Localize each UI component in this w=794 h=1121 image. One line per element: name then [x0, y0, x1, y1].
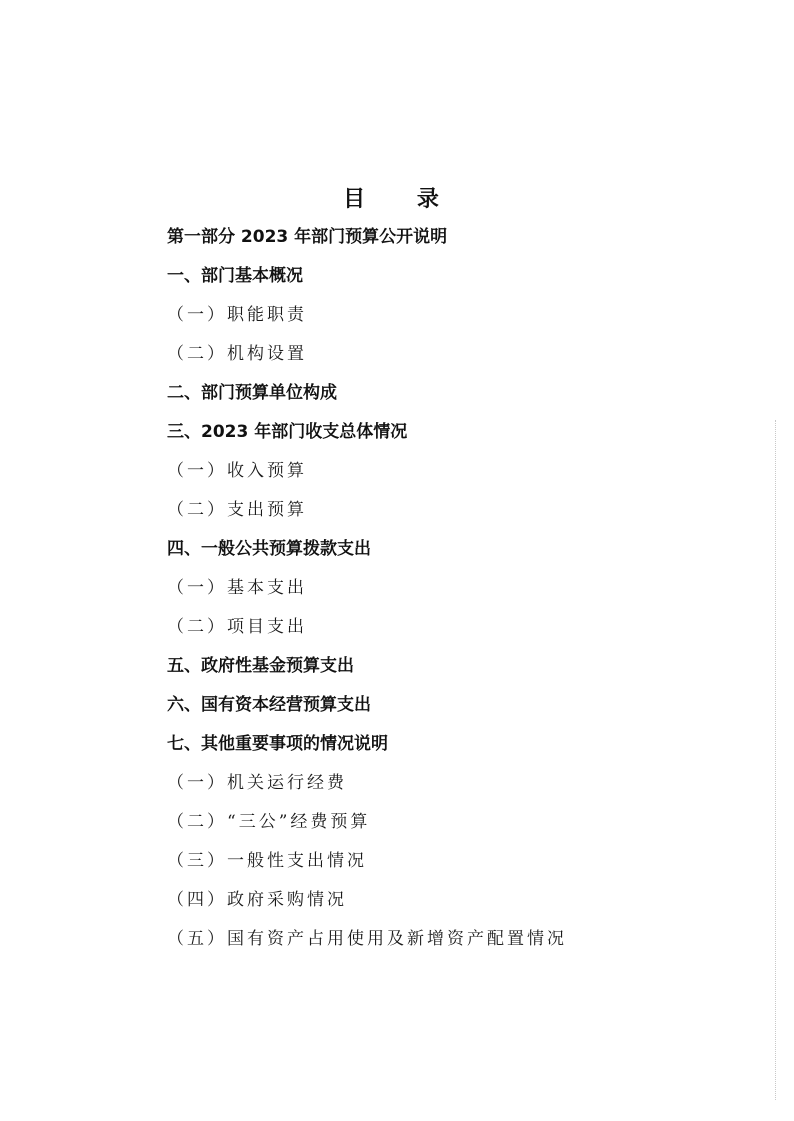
toc-subsection-4-1: （一）基本支出 [167, 578, 307, 598]
toc-subsection-1-1: （一）职能职责 [167, 305, 307, 325]
toc-part-heading: 第一部分 2023 年部门预算公开说明 [167, 227, 448, 247]
page-title: 目 录 [343, 187, 461, 212]
toc-section-5: 五、政府性基金预算支出 [167, 656, 354, 676]
toc-section-7: 七、其他重要事项的情况说明 [167, 734, 388, 754]
toc-subsection-1-2: （二）机构设置 [167, 344, 307, 364]
toc-subsection-7-3: （三）一般性支出情况 [167, 851, 367, 871]
toc-subsection-3-1: （一）收入预算 [167, 461, 307, 481]
toc-section-2: 二、部门预算单位构成 [167, 383, 337, 403]
toc-section-1: 一、部门基本概况 [167, 266, 303, 286]
toc-subsection-7-2: （二）“三公”经费预算 [167, 812, 371, 832]
toc-section-4: 四、一般公共预算拨款支出 [167, 539, 371, 559]
toc-section-6: 六、国有资本经营预算支出 [167, 695, 371, 715]
toc-subsection-7-5: （五）国有资产占用使用及新增资产配置情况 [167, 929, 567, 949]
table-of-contents [167, 224, 767, 965]
toc-subsection-4-2: （二）项目支出 [167, 617, 307, 637]
toc-subsection-7-4: （四）政府采购情况 [167, 890, 347, 910]
toc-subsection-7-1: （一）机关运行经费 [167, 773, 347, 793]
toc-subsection-3-2: （二）支出预算 [167, 500, 307, 520]
scan-edge-artifact [775, 420, 776, 1100]
toc-section-3: 三、2023 年部门收支总体情况 [167, 422, 408, 442]
